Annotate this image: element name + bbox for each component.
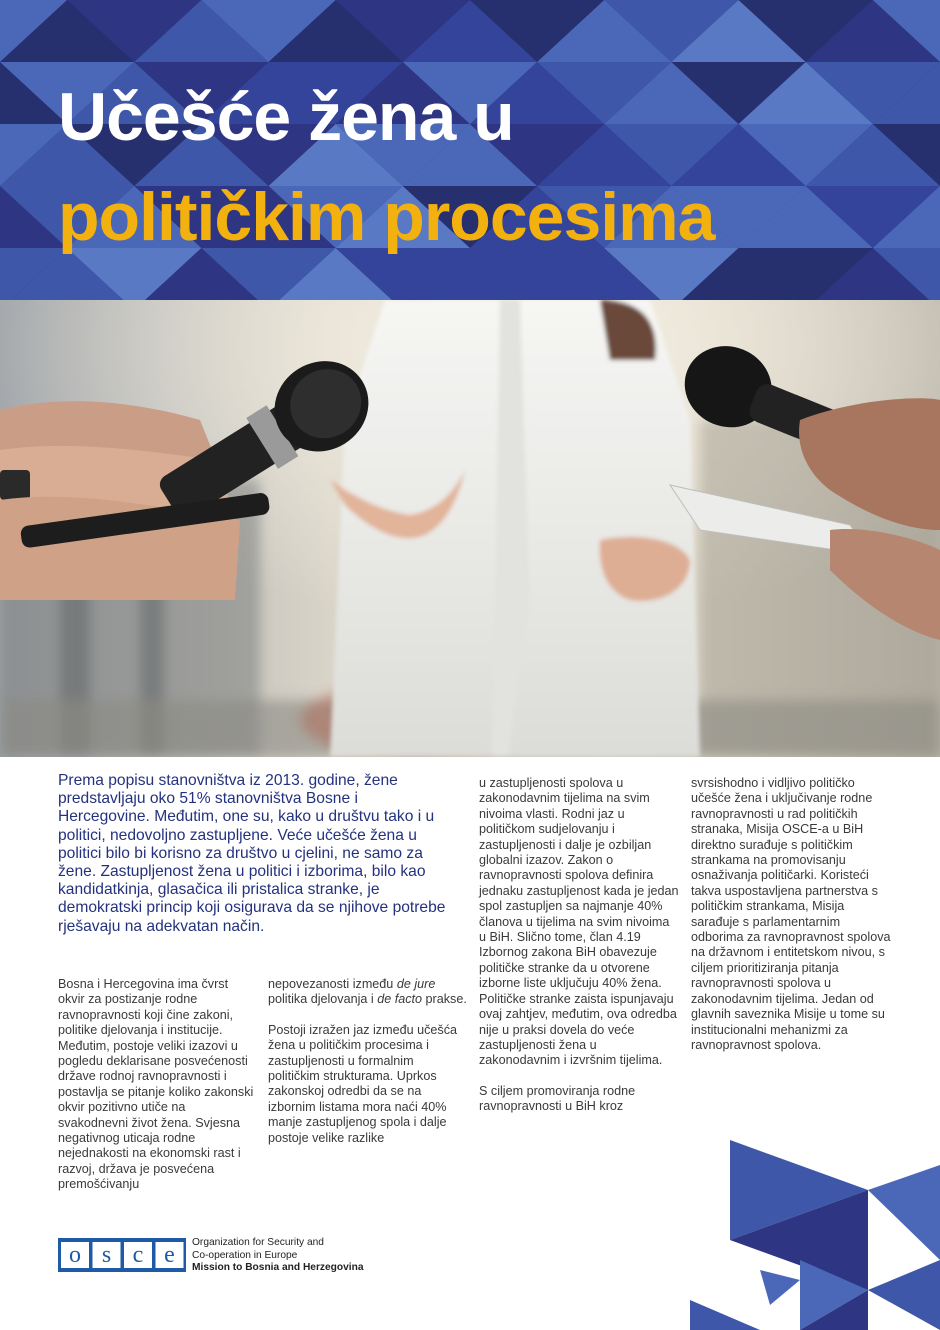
lead-paragraph: Prema popisu stanovništva iz 2013. godine, žene predstavljaju oko 51% stanovništva Bosne i Hercegovine. Međutim, one su, kako u društvu tako i u politici, nedovoljno zastupljene. Veće učešće žena u politici bilo bi korisno za društvo u cjelini, ne samo za žene. Zastupljenost žena u politici i izborima, bilo kao kandidatkinja, glasačica ili pristalica stranke, je demokratski princip koji osigurava da se njihove potrebe rješavaju na adekvatan način. xyxy=(58,772,446,935)
photo-illustration xyxy=(0,300,940,757)
body-paragraph xyxy=(268,977,468,1008)
body-column-1 xyxy=(58,977,258,1208)
body-paragraph: u zastupljenosti spolova u zakonodavnim tijelima na svim nivoima vlasti. Rodni jaz u političkom sudjelovanju i zastupljenosti i dalje je ozbiljan globalni izazov. Zakon o ravnopravnosti spolova definira jednaku zastupljenost kada je jedan spol zastupljen sa najmanje 40% članova u tijelima na svim nivoima u BiH. Slično tome, član 4.19 Izbornog zakona BiH obavezuje političke stranke da u otvorene izborne liste uključuju 40% žena. Političke stranke zaista ispunjavaju ovaj zahtjev, međutim, ova odredba nije u praksi dovela do veće zastupljenosti žena u zakonodavnim i izvršnim tijelima. xyxy=(479,776,679,1068)
decorative-triangles-art xyxy=(650,1060,940,1330)
logo-letter: s xyxy=(101,1242,112,1268)
organization-name xyxy=(192,1237,364,1275)
text-run: prakse. xyxy=(422,992,467,1007)
emphasis-de-facto: de facto xyxy=(377,992,423,1007)
logo-letter: c xyxy=(132,1242,144,1268)
body-paragraph: Bosna i Hercegovina ima čvrst okvir za postizanje rodne ravnopravnosti koji čine zakoni, politike djelovanja i institucije. Međutim, postoje veliki izazovi u pogledu deklarisane posvećenosti države rodnoj ravnopravnosti i postavlja se pitanje koliko zakonski okvir pozitivno utiče na svakodnevni život žena. Svjesna negativnog uticaja rodne nejednakosti na ekonomski rast i razvoj, država je posvećena premošćivanju xyxy=(58,977,254,1192)
logo-letter: e xyxy=(164,1242,175,1268)
org-line-2: Co-operation in Europe xyxy=(192,1249,298,1261)
logo-letter: o xyxy=(69,1242,81,1268)
body-paragraph: S ciljem promoviranja rodne ravnopravnosti u BiH kroz xyxy=(479,1083,636,1114)
press-interview-photo xyxy=(0,300,940,757)
mission-line: Mission to Bosnia and Herzegovina xyxy=(192,1262,364,1274)
text-run: politika djelovanja i xyxy=(268,992,378,1007)
emphasis-de-jure: de jure xyxy=(396,977,436,991)
body-column-2 xyxy=(268,977,468,1161)
page-title-line1: Učešće žena u xyxy=(58,79,514,155)
page-title-line2: političkim procesima xyxy=(58,179,715,255)
decorative-triangles xyxy=(650,1060,940,1330)
body-column-3 xyxy=(479,776,679,1130)
body-paragraph: svrsishodno i vidljivo političko učešće žena i uključivanje rodne ravnopravnosti u rad političkih stranaka, Misija OSCE-a u BiH direktno surađuje s političkim strankama na promovisanju osnaživanja političarki. Koristeći takva uspostavljena partnerstva s političkim strankama, Misija sarađuje s parlamentarnim odborima za ravnopravnost spolova na državnom i entitetskom nivou, s ciljem prioritiziranja pitanja ravnopravnosti spolova u zakonodavnim tijelima. Jedan od glavnih saveznika Misije u tome su institucionalni mehanizmi za ravnopravnost spolova. xyxy=(691,776,891,1052)
body-paragraph: Postoji izražen jaz između učešća žena u političkim procesima i zastupljenosti u formalnim političkim strukturama. Uprkos zakonskoj odredbi da se na izbornim listama mora naći 40% manje zastupljenog spola i dalje postoje velike razlike xyxy=(268,1022,457,1145)
osce-logo-mark xyxy=(58,1238,186,1272)
text-run: nepovezanosti između xyxy=(268,977,397,991)
body-column-4 xyxy=(691,776,891,1068)
osce-logo xyxy=(58,1238,186,1272)
org-line-1: Organization for Security and xyxy=(192,1237,324,1248)
